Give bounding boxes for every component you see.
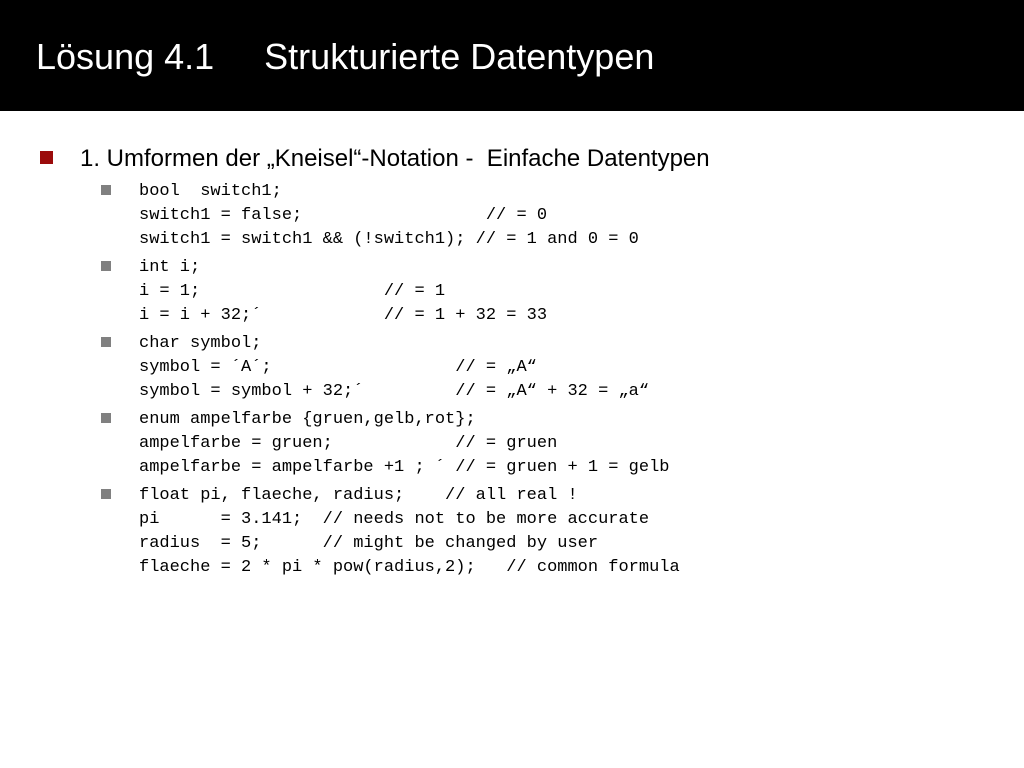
square-bullet-icon xyxy=(101,413,111,423)
square-bullet-icon xyxy=(40,151,53,164)
code-line: symbol = symbol + 32;´ // = „A“ + 32 = „a“ xyxy=(139,382,650,401)
list-item-int xyxy=(101,256,1001,328)
section-heading-text: 1. Umformen der „Kneisel“-Notation - Einfache Datentypen xyxy=(80,145,710,172)
square-bullet-icon xyxy=(101,185,111,195)
code-line: ampelfarbe = ampelfarbe +1 ; ´ // = gruen + 1 = gelb xyxy=(139,458,670,477)
section-heading xyxy=(40,144,1000,174)
list-item-bool xyxy=(101,180,1001,252)
code-line: symbol = ´A´; // = „A“ xyxy=(139,358,537,377)
slide-title: Lösung 4.1 Strukturierte Datentypen xyxy=(36,36,655,77)
code-line: i = i + 32;´ // = 1 + 32 = 33 xyxy=(139,306,548,325)
list-item-char xyxy=(101,332,1001,404)
code-line: int i; xyxy=(139,258,201,277)
square-bullet-icon xyxy=(101,489,111,499)
code-item-list xyxy=(101,180,1001,584)
code-block xyxy=(139,256,1001,328)
list-item-float xyxy=(101,484,1001,580)
code-block xyxy=(139,484,1001,580)
code-line: bool switch1; xyxy=(139,182,282,201)
code-line: pi = 3.141; // needs not to be more accurate xyxy=(139,510,650,529)
code-block xyxy=(139,408,1001,480)
code-line: float pi, flaeche, radius; // all real ! xyxy=(139,486,578,505)
code-line: i = 1; // = 1 xyxy=(139,282,446,301)
title-bar xyxy=(0,0,1024,111)
code-line: switch1 = false; // = 0 xyxy=(139,206,548,225)
square-bullet-icon xyxy=(101,337,111,347)
code-line: char symbol; xyxy=(139,334,262,353)
code-line: ampelfarbe = gruen; // = gruen xyxy=(139,434,558,453)
square-bullet-icon xyxy=(101,261,111,271)
code-line: flaeche = 2 * pi * pow(radius,2); // common formula xyxy=(139,558,680,577)
code-line: switch1 = switch1 && (!switch1); // = 1 and 0 = 0 xyxy=(139,230,639,249)
code-block xyxy=(139,180,1001,252)
code-block xyxy=(139,332,1001,404)
code-line: enum ampelfarbe {gruen,gelb,rot}; xyxy=(139,410,476,429)
code-line: radius = 5; // might be changed by user xyxy=(139,534,599,553)
list-item-enum xyxy=(101,408,1001,480)
